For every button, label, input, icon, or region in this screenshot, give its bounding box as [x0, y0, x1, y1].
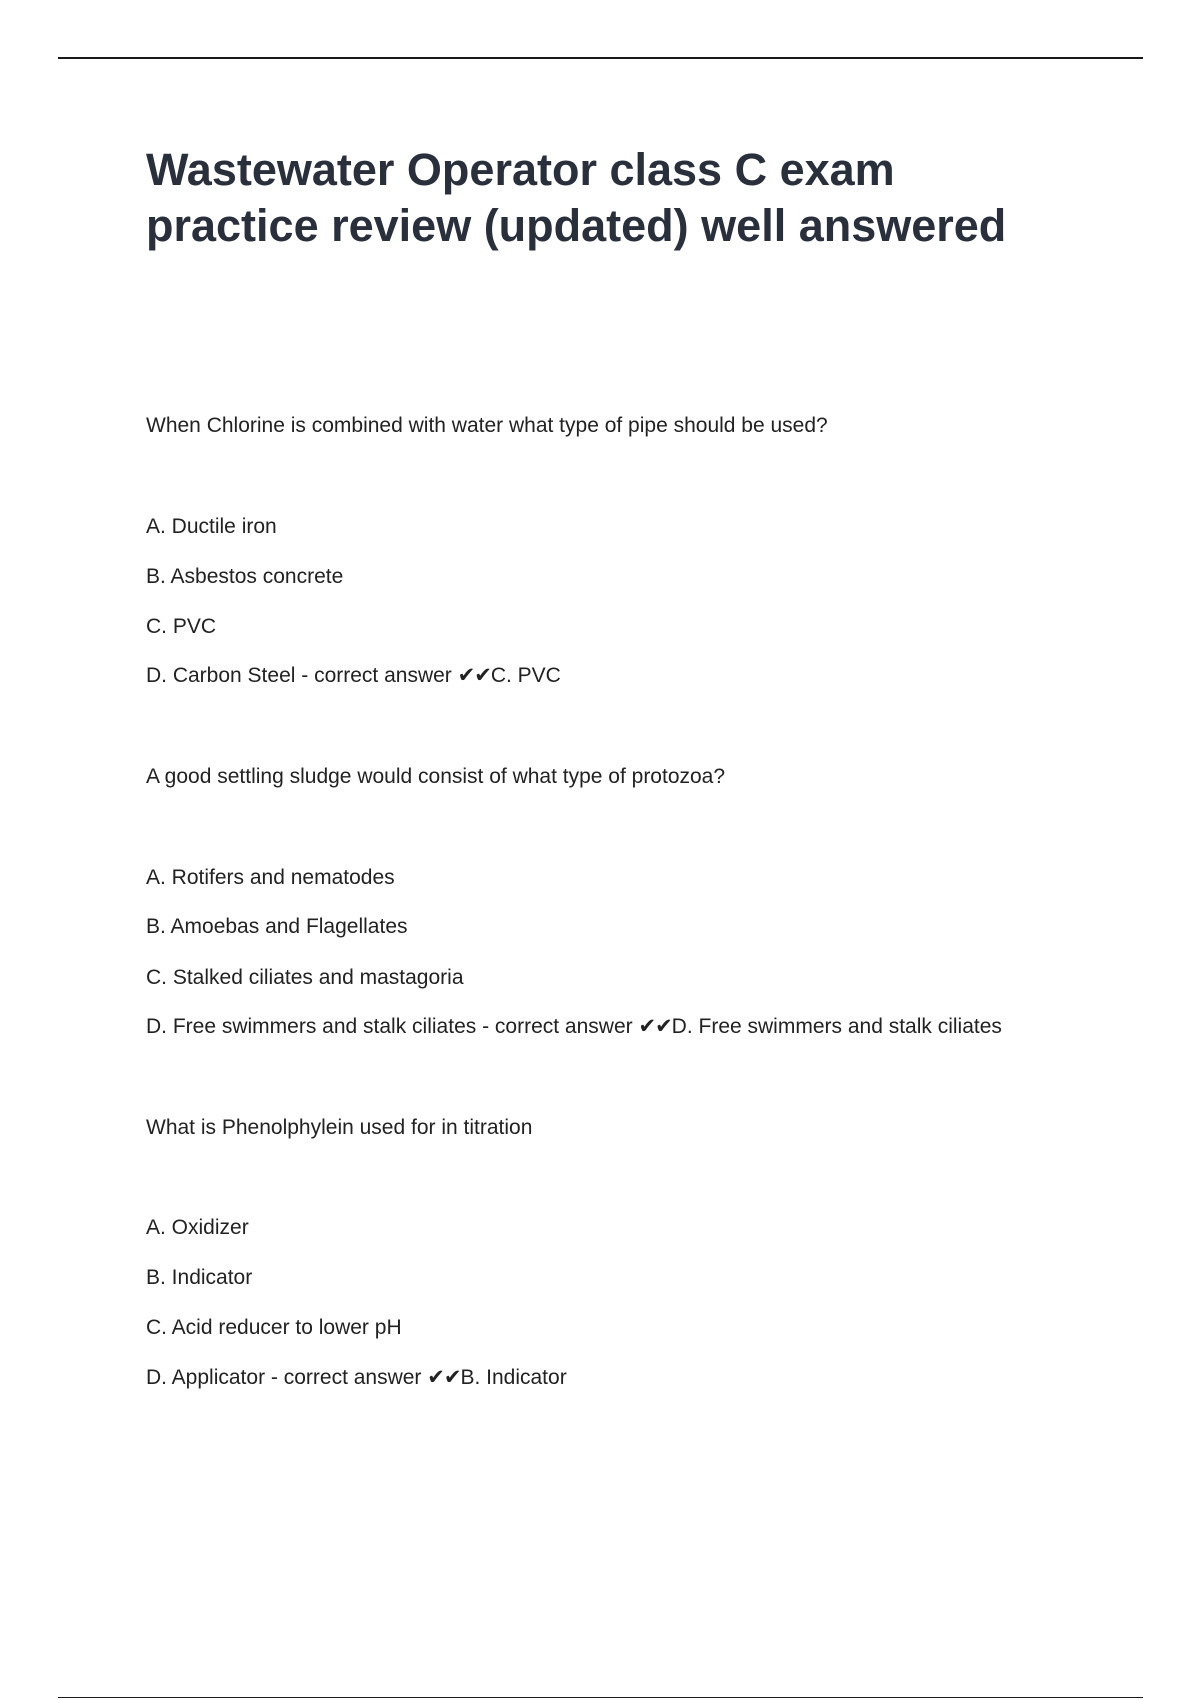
- question-2-option-b: B. Amoebas and Flagellates: [146, 915, 408, 938]
- question-3-option-c: C. Acid reducer to lower pH: [146, 1316, 402, 1339]
- question-2-prompt: A good settling sludge would consist of what type of protozoa?: [146, 765, 726, 788]
- question-3-option-a: A. Oxidizer: [146, 1216, 249, 1239]
- check-mark-icon: ✔✔: [638, 1015, 672, 1038]
- question-1-option-a: A. Ductile iron: [146, 515, 277, 538]
- top-divider: [58, 57, 1143, 59]
- question-2-option-a: A. Rotifers and nematodes: [146, 866, 395, 889]
- check-mark-icon: ✔✔: [457, 664, 491, 687]
- question-1-answer: C. PVC: [490, 664, 561, 687]
- question-2-option-d: [146, 1014, 1002, 1040]
- question-2-answer: D. Free swimmers and stalk ciliates: [671, 1015, 1002, 1038]
- question-3-option-b: B. Indicator: [146, 1266, 253, 1289]
- question-2-option-d-text: D. Free swimmers and stalk ciliates - correct answer: [146, 1015, 639, 1038]
- question-3-prompt: What is Phenolphylein used for in titration: [146, 1116, 533, 1139]
- question-3-option-d: [146, 1365, 567, 1391]
- question-3-answer: B. Indicator: [460, 1366, 567, 1389]
- question-1-option-b: B. Asbestos concrete: [146, 565, 344, 588]
- bottom-divider: [58, 1697, 1143, 1698]
- document-title: Wastewater Operator class C exam practice review (updated) well answered: [146, 144, 1007, 251]
- check-mark-icon: ✔✔: [427, 1366, 461, 1389]
- question-2-option-c: C. Stalked ciliates and mastagoria: [146, 966, 464, 989]
- question-1-option-c: C. PVC: [146, 615, 217, 638]
- question-1-prompt: When Chlorine is combined with water what type of pipe should be used?: [146, 414, 828, 437]
- question-3-option-d-text: D. Applicator - correct answer: [146, 1366, 428, 1389]
- question-1-option-d-text: D. Carbon Steel - correct answer: [146, 664, 458, 687]
- question-1-option-d: [146, 663, 561, 689]
